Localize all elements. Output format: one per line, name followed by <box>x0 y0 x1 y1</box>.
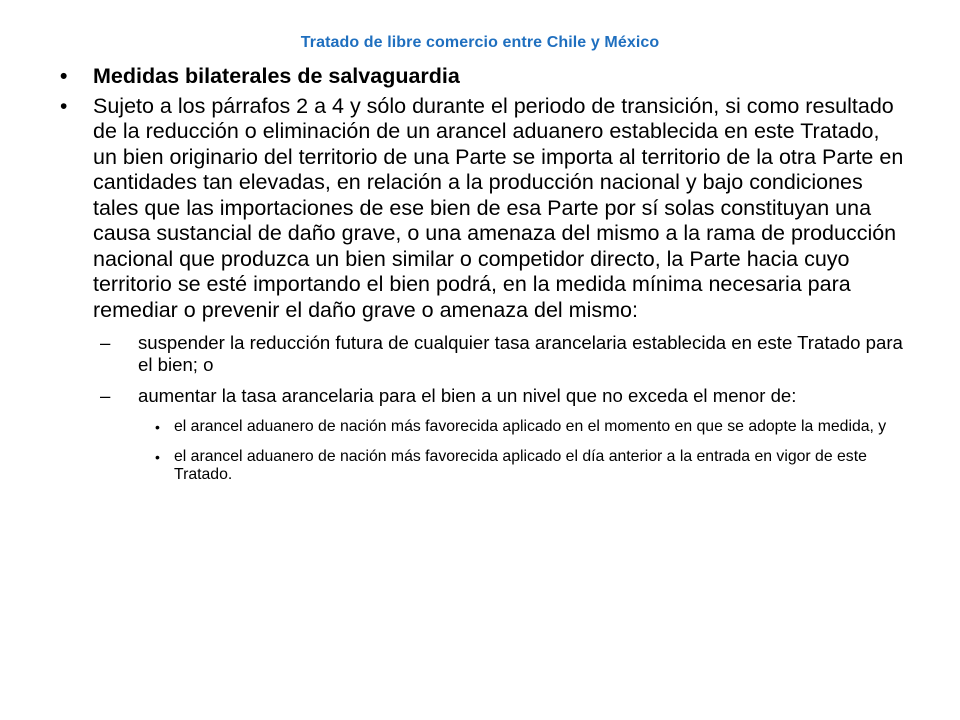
sub-bullet-suspend-text: suspender la reducción futura de cualquier tasa arancelaria establecida en este Tratado para el bien; o <box>138 332 903 375</box>
sub-bullet-suspend <box>60 332 905 376</box>
bullet-heading <box>60 64 905 90</box>
bullet-marker: • <box>155 419 160 435</box>
slide-title: Tratado de libre comercio entre Chile y México <box>300 34 660 51</box>
bullet-paragraph-text: Sujeto a los párrafos 2 a 4 y sólo durante el periodo de transición, si como resultado de la reducción o eliminación de un arancel aduanero establecida en este Tratado, un bien originario del territorio de una Parte se importa al territorio de la otra Parte en cantidades tan elevadas, en relación a la producción nacional y bajo condiciones tales que las importaciones de ese bien de esa Parte por sí solas constituyan una causa sustancial de daño grave, o una amenaza del mismo a la rama de producción nacional que produzca un bien similar o competidor directo, la Parte hacia cuyo territorio se esté importando el bien podrá, en la medida mínima necesaria para remediar o prevenir el daño grave o amenaza del mismo: <box>93 93 904 322</box>
sub-sub-bullet-previous-text: el arancel aduanero de nación más favorecida aplicado el día anterior a la entrada en vigor de este Tratado. <box>174 447 867 483</box>
sub-sub-bullet-current <box>60 418 905 437</box>
sub-bullet-increase-text: aumentar la tasa arancelaria para el bien a un nivel que no exceda el menor de: <box>138 385 797 406</box>
slide-content <box>60 64 905 485</box>
sub-sub-bullet-current-text: el arancel aduanero de nación más favorecida aplicado en el momento en que se adopte la medida, y <box>174 418 887 435</box>
bullet-marker: • <box>60 94 68 118</box>
sub-sub-bullet-previous <box>60 448 905 485</box>
dash-marker: – <box>100 332 111 353</box>
bullet-marker: • <box>155 448 160 465</box>
dash-marker: – <box>100 385 111 406</box>
bullet-heading-text: Medidas bilaterales de salvaguardia <box>93 64 460 88</box>
bullet-paragraph <box>60 94 905 324</box>
bullet-marker: • <box>60 65 68 88</box>
sub-bullet-increase <box>60 385 905 407</box>
